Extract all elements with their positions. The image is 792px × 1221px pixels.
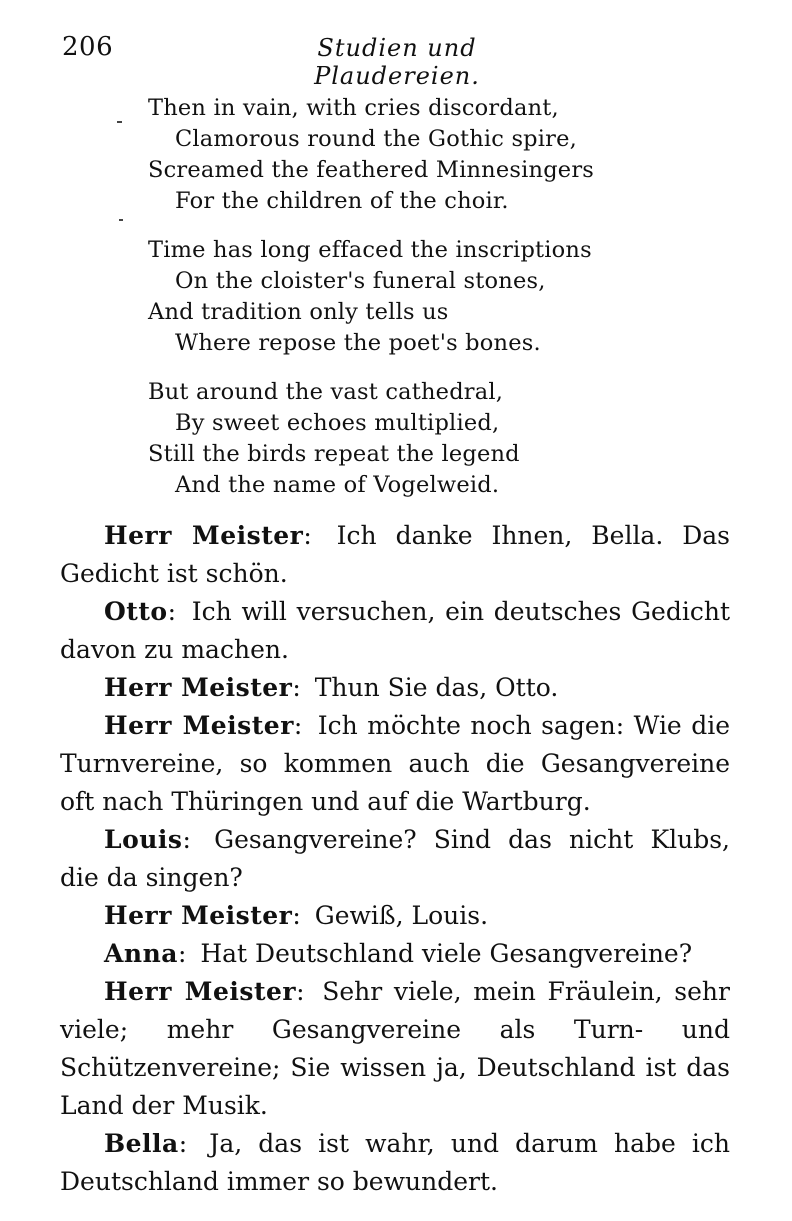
dialogue-text: Ich möchte noch sagen: Wie die Turnvereine, so kommen auch die Gesangvereine oft nach Thüringen und auf die Wartburg. bbox=[60, 711, 730, 816]
speaker-name: Otto bbox=[104, 597, 168, 626]
stanza bbox=[148, 235, 748, 359]
speaker-name: Herr Meister bbox=[104, 673, 293, 702]
dialogue-text: Hat Deutschland viele Gesangvereine? bbox=[200, 939, 693, 968]
dialogue bbox=[60, 517, 730, 1201]
speaker-name: Herr Meister bbox=[104, 977, 297, 1006]
stray-ink-mark bbox=[117, 121, 122, 123]
page-number: 206 bbox=[62, 32, 114, 62]
poem-line: On the cloister's funeral stones, bbox=[175, 268, 546, 294]
dialogue-text: Thun Sie das, Otto. bbox=[314, 673, 559, 702]
poem-line: For the children of the choir. bbox=[175, 188, 509, 214]
dialogue-text: Ja, das ist wahr, und darum habe ich Deutschland immer so bewundert. bbox=[60, 1129, 730, 1196]
speaker-name: Herr Meister bbox=[104, 711, 294, 740]
dialogue-paragraph: Herr Meister: Sehr viele, mein Fräulein, sehr viele; mehr Gesangvereine als Turn- und Schützenvereine; Sie wissen ja, Deutschland ist das Land der Musik. bbox=[60, 977, 730, 1120]
poem-line: But around the vast cathedral, bbox=[148, 379, 504, 405]
dialogue-text: Sehr viele, mein Fräulein, sehr viele; mehr Gesangvereine als Turn- und Schützenvereine; Sie wissen ja, Deutschland ist das Land der Musik. bbox=[60, 977, 730, 1120]
speaker-name: Herr Meister bbox=[104, 521, 304, 550]
speaker-name: Herr Meister bbox=[104, 901, 293, 930]
poem-line: Where repose the poet's bones. bbox=[175, 330, 541, 356]
poem-line: By sweet echoes multiplied, bbox=[175, 410, 500, 436]
speaker-name: Anna bbox=[104, 939, 178, 968]
stanza bbox=[148, 377, 748, 501]
poem-line: And tradition only tells us bbox=[148, 299, 449, 325]
speaker-name: Louis bbox=[104, 825, 183, 854]
dialogue-text: Ich danke Ihnen, Bella. Das Gedicht ist schön. bbox=[60, 521, 730, 588]
dialogue-text: Ich will versuchen, ein deutsches Gedicht davon zu machen. bbox=[60, 597, 730, 664]
poem-line: Clamorous round the Gothic spire, bbox=[175, 126, 578, 152]
dialogue-text: Gewiß, Louis. bbox=[314, 901, 489, 930]
dialogue-paragraph: Anna: Hat Deutschland viele Gesangvereine? bbox=[104, 939, 693, 968]
dialogue-paragraph: Herr Meister: Ich danke Ihnen, Bella. Das Gedicht ist schön. bbox=[60, 521, 730, 588]
dialogue-paragraph: Otto: Ich will versuchen, ein deutsches Gedicht davon zu machen. bbox=[60, 597, 730, 664]
dialogue-paragraph: Herr Meister: Thun Sie das, Otto. bbox=[104, 673, 559, 702]
dialogue-paragraph: Bella: Ja, das ist wahr, und darum habe ich Deutschland immer so bewundert. bbox=[60, 1129, 730, 1196]
dialogue-paragraph: Louis: Gesangvereine? Sind das nicht Klubs, die da singen? bbox=[60, 825, 730, 892]
running-head bbox=[0, 0, 792, 90]
poem-line: Time has long effaced the inscriptions bbox=[148, 237, 592, 263]
dialogue-paragraph: Herr Meister: Ich möchte noch sagen: Wie die Turnvereine, so kommen auch die Gesangvereine oft nach Thüringen und auf die Wartburg. bbox=[60, 711, 730, 816]
dialogue-text: Gesangvereine? Sind das nicht Klubs, die da singen? bbox=[60, 825, 730, 892]
speaker-name: Bella bbox=[104, 1129, 179, 1158]
poem-line: And the name of Vogelweid. bbox=[175, 472, 500, 498]
stray-ink-mark bbox=[119, 219, 123, 221]
dialogue-paragraph: Herr Meister: Gewiß, Louis. bbox=[104, 901, 489, 930]
poem-line: Still the birds repeat the legend bbox=[148, 441, 520, 467]
stanza bbox=[148, 93, 748, 217]
poem bbox=[148, 93, 748, 519]
running-title: Studien und Plaudereien. bbox=[314, 34, 480, 90]
poem-line: Screamed the feathered Minnesingers bbox=[148, 157, 595, 183]
poem-line: Then in vain, with cries discordant, bbox=[148, 95, 559, 121]
